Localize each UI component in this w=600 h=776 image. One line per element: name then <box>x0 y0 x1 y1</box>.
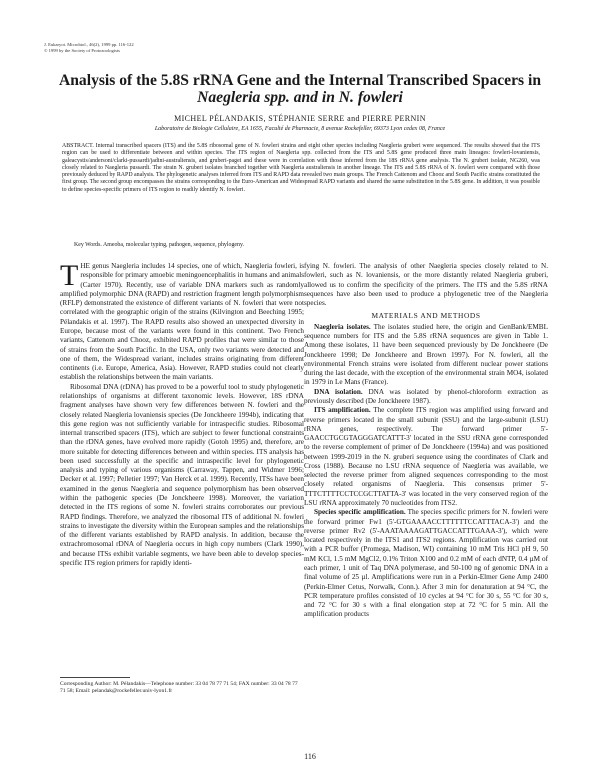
abstract <box>62 143 540 194</box>
dna-isolation-text: DNA was isolated by phenol-chloroform extraction as previously described (De Jonckheere 1987). <box>304 387 548 405</box>
title-species: Naegleria spp. and in N. fowleri <box>197 89 403 106</box>
author-list: MICHEL PÉLANDAKIS, STÉPHANIE SERRE and PIERRE PERNIN <box>174 114 426 123</box>
left-column <box>60 259 304 568</box>
its-amplification-text: The complete ITS region was amplified using forward and reverse primers located in the small subunit (SSU) and the large-subunit (LSU) rRNA genes, respectively. The forward primer 5'-GAACCTGCGTAGGGATCATTT-3' located in the SSU rRNA gene corresponded to the reverse complement of primer of De Jonckheere (1994a) and was positioned between 1999-2019 in the N. gruberi sequence using the coordinates of Clark and Cross (1988). Because no LSU rRNA sequence of Naegleria was available, we selected the reverse primer from aligned sequences corresponding to the most closely related organisms of Naegleria. This consensus primer 5'-TTTCTTTTCCTCCGCTTATTA-3' was located in the very conserved region of the LSU rRNA approximately 70 nucleotides from ITS2. <box>304 406 548 508</box>
section-heading-methods: MATERIALS AND METHODS <box>371 311 481 321</box>
journal-header <box>44 42 224 54</box>
isolates-text: The isolates studied here, the origin and GenBank/EMBL sequence numbers for ITS and the 5.8S rRNA sequences are given in Table 1. Among these isolates, 11 have been sequenced previously by De Jonckheere (De Jonckheere 1998; De Jonckheere and Brown 1997). For N. fowleri, all the environmental French strains were isolated from different nuclear power stations during the last decade, with the exception of the environmental strain MO4, isolated in 1979 in Le Mans (France). <box>304 322 548 387</box>
continuation-paragraph: fying N. fowleri. The analysis of other Naegleria species closely related to N. fowleri, such as N. lovaniensis, or the more distantly related Naegleria gruberi, allowed us to confirm the specificity of the primers. The ITS and the 5.8S rRNA sequences have also been used to produce a phylogenetic tree of the Naegleria species. <box>304 262 548 308</box>
affiliation: Laboratoire de Biologie Cellulaire, EA 1655, Faculté de Pharmacie, 8 avenue Rockefeller, 69373 Lyon cedex 08, France <box>154 126 446 132</box>
abstract-text: Internal transcribed spacers (ITS) and the 5.8S ribosomal gene of N. fowleri strains and eight other species including Naegleria gruberi were sequenced. The results showed that the ITS region can be used to differentiate between and within species. The ITS region of Naegleria spp. collected from the ITS and 5.8S gene produced three main lineages: fowleri-lovaniensis, galeacystis/andersoni/clarki-pussardi/jadini-australiensis, and gruberi-pagei and these were in correlation with those inferred from the 18S rRNA gene analysis. The N. gruberi isolate, NG260, was closely related to Naegleria pussardi. The strain N. gruberi isolates branched together with Naegleria australiensis in another lineage. The ITS and 5.8S rRNA of N. fowleri were compared with those previously deduced by RAPD analysis. The phylogenetic analyses inferred from ITS and RAPD data revealed two main groups. The French Cattenom and Chooz and South Pacific strains constituted the first group. The second group encompasses the strains corresponding to the Euro-American and Widespread RAPD variants and shared the same substitution in the 5.8S gene. In addition, it was possible to define species-specific primers of ITS region to readily identify N. fowleri. <box>62 143 540 193</box>
isolates-paragraph <box>304 323 548 388</box>
corresponding-author-footnote: Corresponding Author: M. Pélandakis—Telephone number: 33 04 78 77 71 54; FAX number: 33 04 78 77 71 58; Email: pelandak@rockefeller.univ-lyon1.fr <box>60 681 298 694</box>
footnote-divider <box>60 677 130 678</box>
species-amplification-heading: Species specific amplification. <box>314 508 406 517</box>
journal-citation: J. Eukaryot. Microbiol., 46(2), 1999 pp. 116-122 <box>44 42 134 47</box>
paper-title <box>40 72 560 106</box>
title-sub <box>40 89 560 106</box>
its-amplification-paragraph <box>304 406 548 508</box>
intro-paragraph <box>60 259 304 383</box>
species-amplification-paragraph <box>304 508 548 619</box>
intro-text: HE genus Naegleria includes 14 species, one of which, Naegleria fowleri, is responsible for primary amoebic meningoencephalitis in humans and animals (Carter 1970). Recently, use of variable DNA markers such as randomly amplified polymorphic DNA (RAPD) and restriction fragment length polymorphism (RFLP) demonstrated the existence of different variants of N. fowleri that were not correlated with the geographic origin of the strains (Kilvington and Beeching 1995; Pélandakis et al. 1997). The RAPD results also showed an unexpected diversity in Europe, because most of the variants were found in this continent. Two French variants, Cattenom and Chooz, exhibited RAPD profiles that were similar to those of strains from the South Pacific. In the USA, only two variants were detected and one of them, the Widespread variant, includes strains originating from different continents (i.e. Europe, America, Asia). However, RAPD studies could not clearly establish the relationships between the main variants. <box>60 262 304 382</box>
rdna-paragraph: Ribosomal DNA (rDNA) has proved to be a powerful tool to study phylogenetic relationships of organisms at different taxonomic levels. However, 18S rDNA fragment analyses have shown very few differences between N. fowleri and the closely related Naegleria lovaniensis species (De Jonckheere 1994b), indicating that this gene region was not sufficiently variable for intraspecific studies. Ribosomal internal transcribed spacers (ITS), which are subject to fewer functional constraints than the rDNA genes, have evolved more rapidly (Gotoh 1995) and, therefore, are more suitable for detecting differences between and within species. ITS analysis has been used successfully at the specific and intraspecific level for phylogenetic analysis and typing of various organisms (Carraway, Tappen, and Widmer 1996; Decker et al. 1997; Pelletier 1997; Van Herck et al. 1999). Recently, ITSs have been examined in the genus Naegleria and sequence polymorphism has been observed within the pathogenic species (De Jonckheere 1998). Moreover, the variation detected in the ITS regions of some N. fowleri strains corroborates our previous RAPD findings. Therefore, we analyzed the ribosomal ITS of additional N. fowleri strains to investigate the diversity within the European samples and the relationships of the different variants established by RAPD analysis. In addition, because the extrachromosomal rDNA of Naegleria occurs in high copy numbers (Clark 1990), and because ITSs exhibit variable segments, we have been able to develop species-specific ITS region primers for rapidly identi- <box>60 382 304 567</box>
drop-cap: T <box>60 259 79 292</box>
its-amplification-heading: ITS amplification. <box>314 406 371 415</box>
page-number: 116 <box>304 752 316 761</box>
abstract-label: ABSTRACT. <box>62 143 94 149</box>
species-amplification-text: The species specific primers for N. fowleri were the forward primer Fw1 (5'-GTGAAAACCTTTTTTCCATTTACA-3') and the reverse primer Rv2 (5'-AAATAAAAGATTGACCATTTGAAA-3'), which were located respectively in the ITS1 and ITS2 regions. Amplification was carried out with a PCR buffer (Promega, Madison, WI) containing 10 mM Tris HCl pH 9, 50 mM KCl, 1.5 mM MgCl2, 0.1% Triton X100 and 0.2 mM of each dNTP, 0.4 µM of each primer, 1 unit of Taq DNA polymerase, and 50-100 ng of genomic DNA in a final volume of 25 µl. Amplifications were run in a Perkin-Elmer Gene Amp 2400 (Perkin-Elmer Cetus, Norwalk, Conn.). After 3 min for denaturation at 94 °C, the PCR temperature profiles consisted of 10 cycles at 94 °C for 30 s, 55 °C for 30 s, and 72 °C for 30 s with a final elongation step at 72 °C for 5 min. All the amplification products <box>304 508 548 619</box>
dna-isolation-paragraph <box>304 388 548 407</box>
journal-copyright: © 1999 by the Society of Protozoologists <box>44 48 120 53</box>
right-column <box>304 262 548 620</box>
isolates-heading: Naegleria isolates. <box>314 322 371 331</box>
keywords: Key Words. Ameoba, molecular typing, pathogen, sequence, phylogeny. <box>74 242 244 248</box>
title-main: Analysis of the 5.8S rRNA Gene and the Internal Transcribed Spacers in <box>59 72 541 89</box>
dna-isolation-heading: DNA isolation. <box>314 387 363 396</box>
